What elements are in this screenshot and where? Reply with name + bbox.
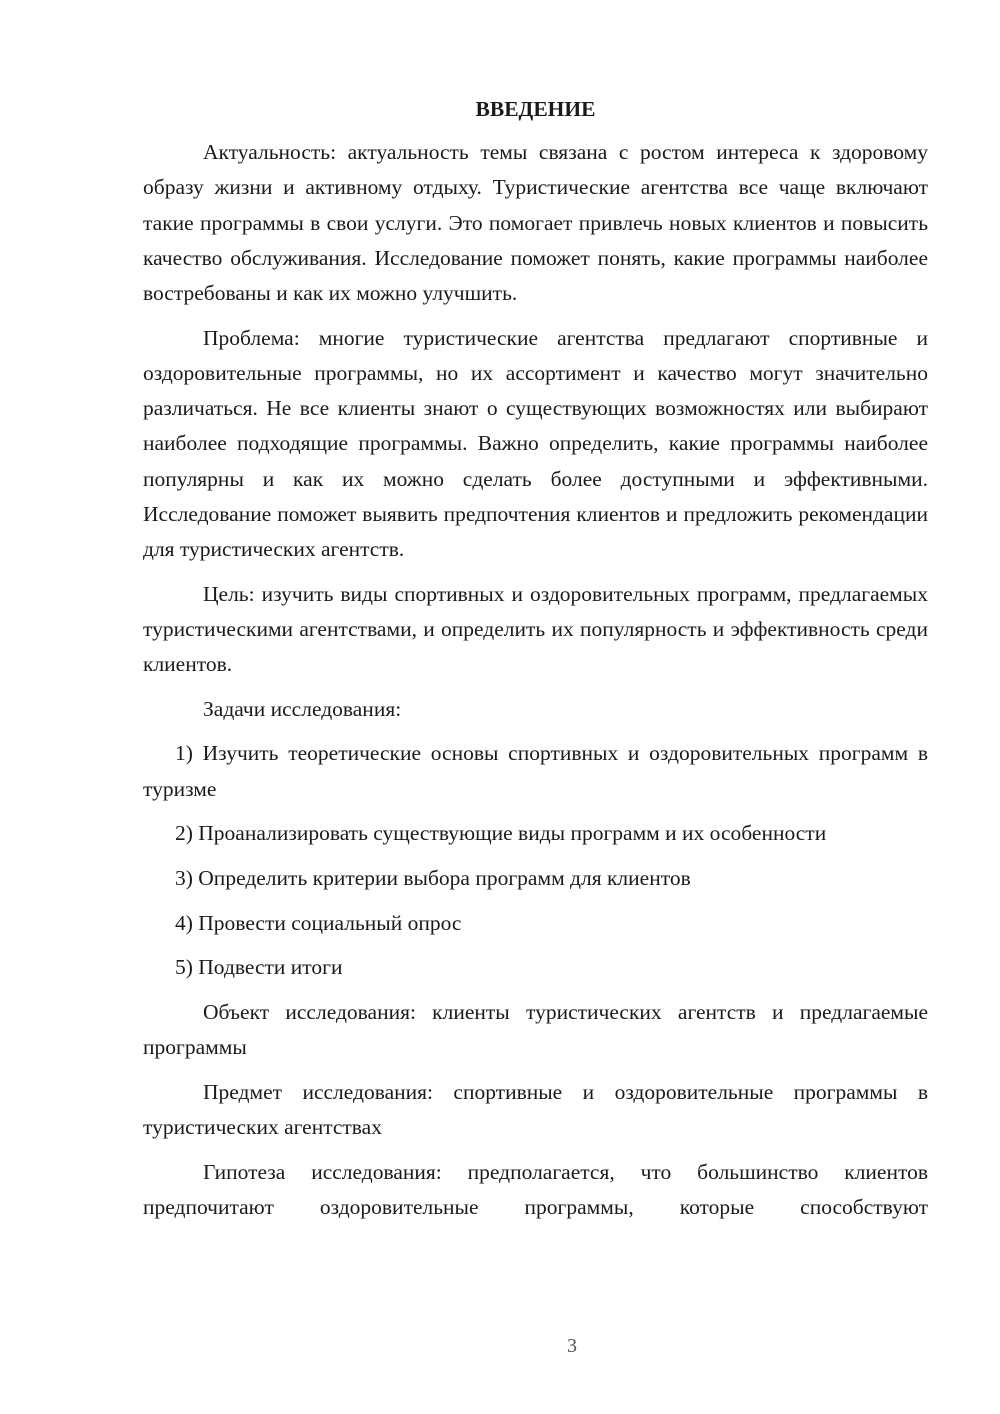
page-content xyxy=(143,92,928,1235)
page-title: ВВЕДЕНИЕ xyxy=(475,97,596,121)
task-item-4: 4) Провести социальный опрос xyxy=(175,910,462,935)
task-item-2: 2) Проанализировать существующие виды программ и их особенности xyxy=(175,821,827,846)
paragraph-hypothesis: Гипотеза исследования: предполагается, что большинство клиентов предпочитают оздоровительные программы, которые способствуют xyxy=(143,1159,928,1220)
paragraph-tasks-heading: Задачи исследования: xyxy=(203,696,402,721)
task-item-3: 3) Определить критерии выбора программ для клиентов xyxy=(175,866,691,891)
task-item-5: 5) Подвести итоги xyxy=(175,955,343,980)
paragraph-object: Объект исследования: клиенты туристических агентств и предлагаемые программы xyxy=(143,1000,928,1060)
task-item-1: 1) Изучить теоретические основы спортивных и оздоровительных программ в туризме xyxy=(143,741,928,801)
paragraph-subject: Предмет исследования: спортивные и оздоровительные программы в туристических агентствах xyxy=(143,1080,928,1140)
paragraph-problem: Проблема: многие туристические агентства предлагают спортивные и оздоровительные программы, но их ассортимент и качество могут значительно различаться. Не все клиенты знают о существующих возможностях или выбирают наиболее подходящие программы. Важно определить, какие программы наиболее популярны и как их можно сделать более доступными и эффективными. Исследование поможет выявить предпочтения клиентов и предложить рекомендации для туристических агентств. xyxy=(143,325,928,561)
page-number: 3 xyxy=(567,1335,577,1357)
paragraph-relevance: Актуальность: актуальность темы связана с ростом интереса к здоровому образу жизни и активному отдыху. Туристические агентства все чаще включают такие программы в свои услуги. Это помогает привлечь новых клиентов и повысить качество обслуживания. Исследование поможет понять, какие программы наиболее востребованы и как их можно улучшить. xyxy=(143,140,928,306)
paragraph-goal: Цель: изучить виды спортивных и оздоровительных программ, предлагаемых туристическими агентствами, и определить их популярность и эффективность среди клиентов. xyxy=(143,581,928,677)
